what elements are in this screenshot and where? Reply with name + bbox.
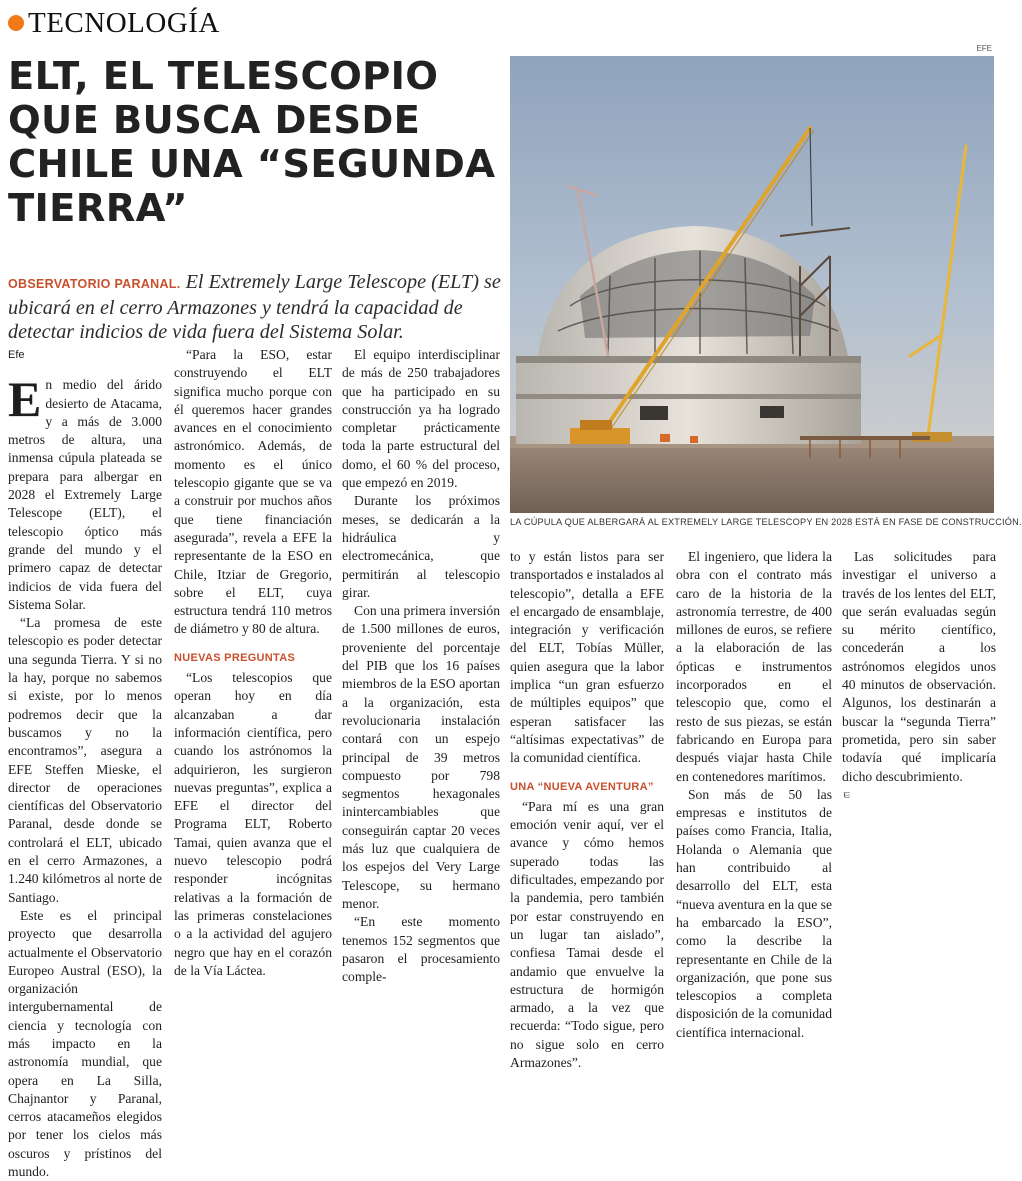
subheading: UNA “NUEVA AVENTURA” xyxy=(510,780,654,793)
article-paragraph: Con una primera inversión de 1.500 millones de euros, proveniente del porcentaje del PIB que los 16 países miembros de la ESO aportan a la organización, esta revolucionaria instalación contará con un espejo principal de 39 metros compuesto por 798 segmentos hexagonales inintercambiables que conseguirán captar 20 veces más luz que cualquiera de los espejos del Very Large Telescope, su hermano menor. xyxy=(342,603,500,911)
section-dot-icon xyxy=(8,15,24,31)
photo-credit: EFE xyxy=(976,44,992,53)
drop-cap: E xyxy=(8,371,42,428)
article-paragraph: “Para la ESO, estar construyendo el ELT significa mucho porque con él queremos hacer grandes avances en el conocimiento astronómico. Además, de momento es el único telescopio gigante que se va a construir por muchos años que tiene financiación asegurada”, revela a EFE la representante de la ESO en Chile, Itziar de Gregorio, sobre el ELT, cuya estructura tendrá 110 metros de diámetro y 80 de altura. xyxy=(174,347,332,637)
lead-kicker: OBSERVATORIO PARANAL. xyxy=(8,277,181,291)
article-column-6 xyxy=(842,548,996,862)
article-paragraph: to y están listos para ser transportados e instalados al telescopio”, detalla a EFE el encargado de ensamblaje, integración y verificación del ELT, Tobías Müller, quien asegura que la labor implica “un gran esfuerzo de múltiples equipos” que esperan satisfacer las “altísimas expectativas” de la comunidad científica. xyxy=(510,549,664,766)
article-paragraph: “Para mí es una gran emoción venir aquí, ver el avance y cómo hemos superado todas las dificultades, empezando por la pandemia, pero también por estar construyendo en un lugar tan aislado”, confiesa Tamai desde el andamio que envuelve la estructura de hormigón armado, a la vez que recuerda: “Todo sigue, pero no sigue solo en cerro Armazones”. xyxy=(510,798,664,1071)
article-column-3 xyxy=(342,346,500,985)
article-column-1 xyxy=(8,346,162,1180)
article-column-2 xyxy=(174,346,332,978)
article-paragraph xyxy=(842,786,996,806)
article-paragraph: Este es el principal proyecto que desarrolla actualmente el Observatorio Europeo Austral (ESO), la organización intergubernamental de ciencia y tecnología con más impacto en la astronomía mundial, que opera en La Silla, Chajnantor y Paranal, cerros atacameños elegidos por tener los cielos más oscuros y prístinos del mundo. xyxy=(8,907,162,1180)
article-headline xyxy=(8,55,503,231)
headline-line: ELT, EL TELESCOPIO xyxy=(8,54,439,99)
article-paragraph: El equipo interdisciplinar de más de 250 trabajadores que ha participado en su construcción ya ha logrado completar prácticamente toda la parte estructural del domo, el 60 % del proceso, que empezó en 2019. xyxy=(342,347,500,491)
article-paragraph: Las solicitudes para investigar el universo a través de los lentes del ELT, que serán evaluadas según su mérito científico, concederán a los astrónomos elegidos unos 40 minutos de observación. Algunos, los destinarán a buscar la “segunda Tierra” prometida, pero sin saber todavía qué implicaría dicho descubrimiento. xyxy=(842,549,996,784)
headline-line: QUE BUSCA DESDE xyxy=(8,98,421,143)
end-mark-icon: ㅌ xyxy=(842,790,852,802)
article-paragraph: “Los telescopios que operan hoy en día alcanzaban a dar información científica, pero cuando los astrónomos la adquirieron, les surgieron nuevas preguntas”, explica a EFE el director del Programa ELT, Roberto Tamai, quien avanza que el nuevo telescopio podrá responder incógnitas relativas a la formación de las primeras constelaciones o a la actividad del agujero negro que hay en el corazón de la Vía Láctea. xyxy=(174,670,332,978)
article-paragraph: El ingeniero, que lidera la obra con el contrato más caro de la historia de la astronomía terrestre, de 400 millones de euros, se refiere a la elaboración de las ópticas e instrumentos incorporados en el telescopio que, como el resto de sus piezas, se están fabricando en Europa para después viajar hasta Chile en contenedores marítimos. xyxy=(676,549,832,784)
subheading: NUEVAS PREGUNTAS xyxy=(174,651,296,664)
article-paragraph: “En este momento tenemos 152 segmentos que pasaron el procesamiento comple- xyxy=(342,914,500,985)
byline: Efe xyxy=(8,349,25,361)
section-header xyxy=(8,6,220,40)
photo-caption: LA CÚPULA QUE ALBERGARÁ AL EXTREMELY LARGE TELESCOPY EN 2028 ESTÁ EN FASE DE CONSTRUCCIÓN. xyxy=(510,517,1022,527)
lead-text: El Extremely Large Telescope (ELT) se ubicará en el cerro Armazones y tendrá la capacidad de detectar indicios de vida fuera del Sistema Solar. xyxy=(8,271,501,343)
article-lead xyxy=(8,270,503,344)
article-paragraph xyxy=(8,371,162,614)
construction-photo xyxy=(510,56,994,513)
article-paragraph: Durante los próximos meses, se dedicarán a la hidráulica y electromecánica, que permitirán al telescopio girar. xyxy=(342,493,500,600)
headline-line: TIERRA” xyxy=(8,186,188,231)
article-paragraph: Son más de 50 las empresas e institutos de países como Francia, Italia, Holanda o Alemania que han contribuido al desarrollo del ELT, esta “nueva aventura en la que se ha embarcado la ESO”, como la describe la representante en Chile de la organización, que pone sus telescopios a completa disposición de la comunidad científica internacional. xyxy=(676,786,832,1040)
article-column-5 xyxy=(676,548,832,1040)
paragraph-text: n medio del árido desierto de Atacama, y a más de 3.000 metros de altura, una inmensa cúpula plateada se prepara para albergar en 2028 el Extremely Large Telescope (ELT), el telescopio óptico más grande del mundo y el primero capaz de detectar indicios de vida fuera del Sistema Solar. xyxy=(8,377,162,612)
article-paragraph: “La promesa de este telescopio es poder detectar una segunda Tierra. Y si no la hay, porque no sabemos si existe, por lo menos podremos decir que la buscamos y no la encontramos”, asegura a EFE Steffen Mieske, el director de operaciones científicas del Observatorio Paranal, desde donde se controlará el ELT, ubicado en el cerro Armazones, a 1.240 kilómetros al norte de Santiago. xyxy=(8,615,162,905)
headline-line: CHILE UNA “SEGUNDA xyxy=(8,142,496,187)
article-column-4 xyxy=(510,548,664,1071)
section-name: TECNOLOGÍA xyxy=(28,6,220,39)
